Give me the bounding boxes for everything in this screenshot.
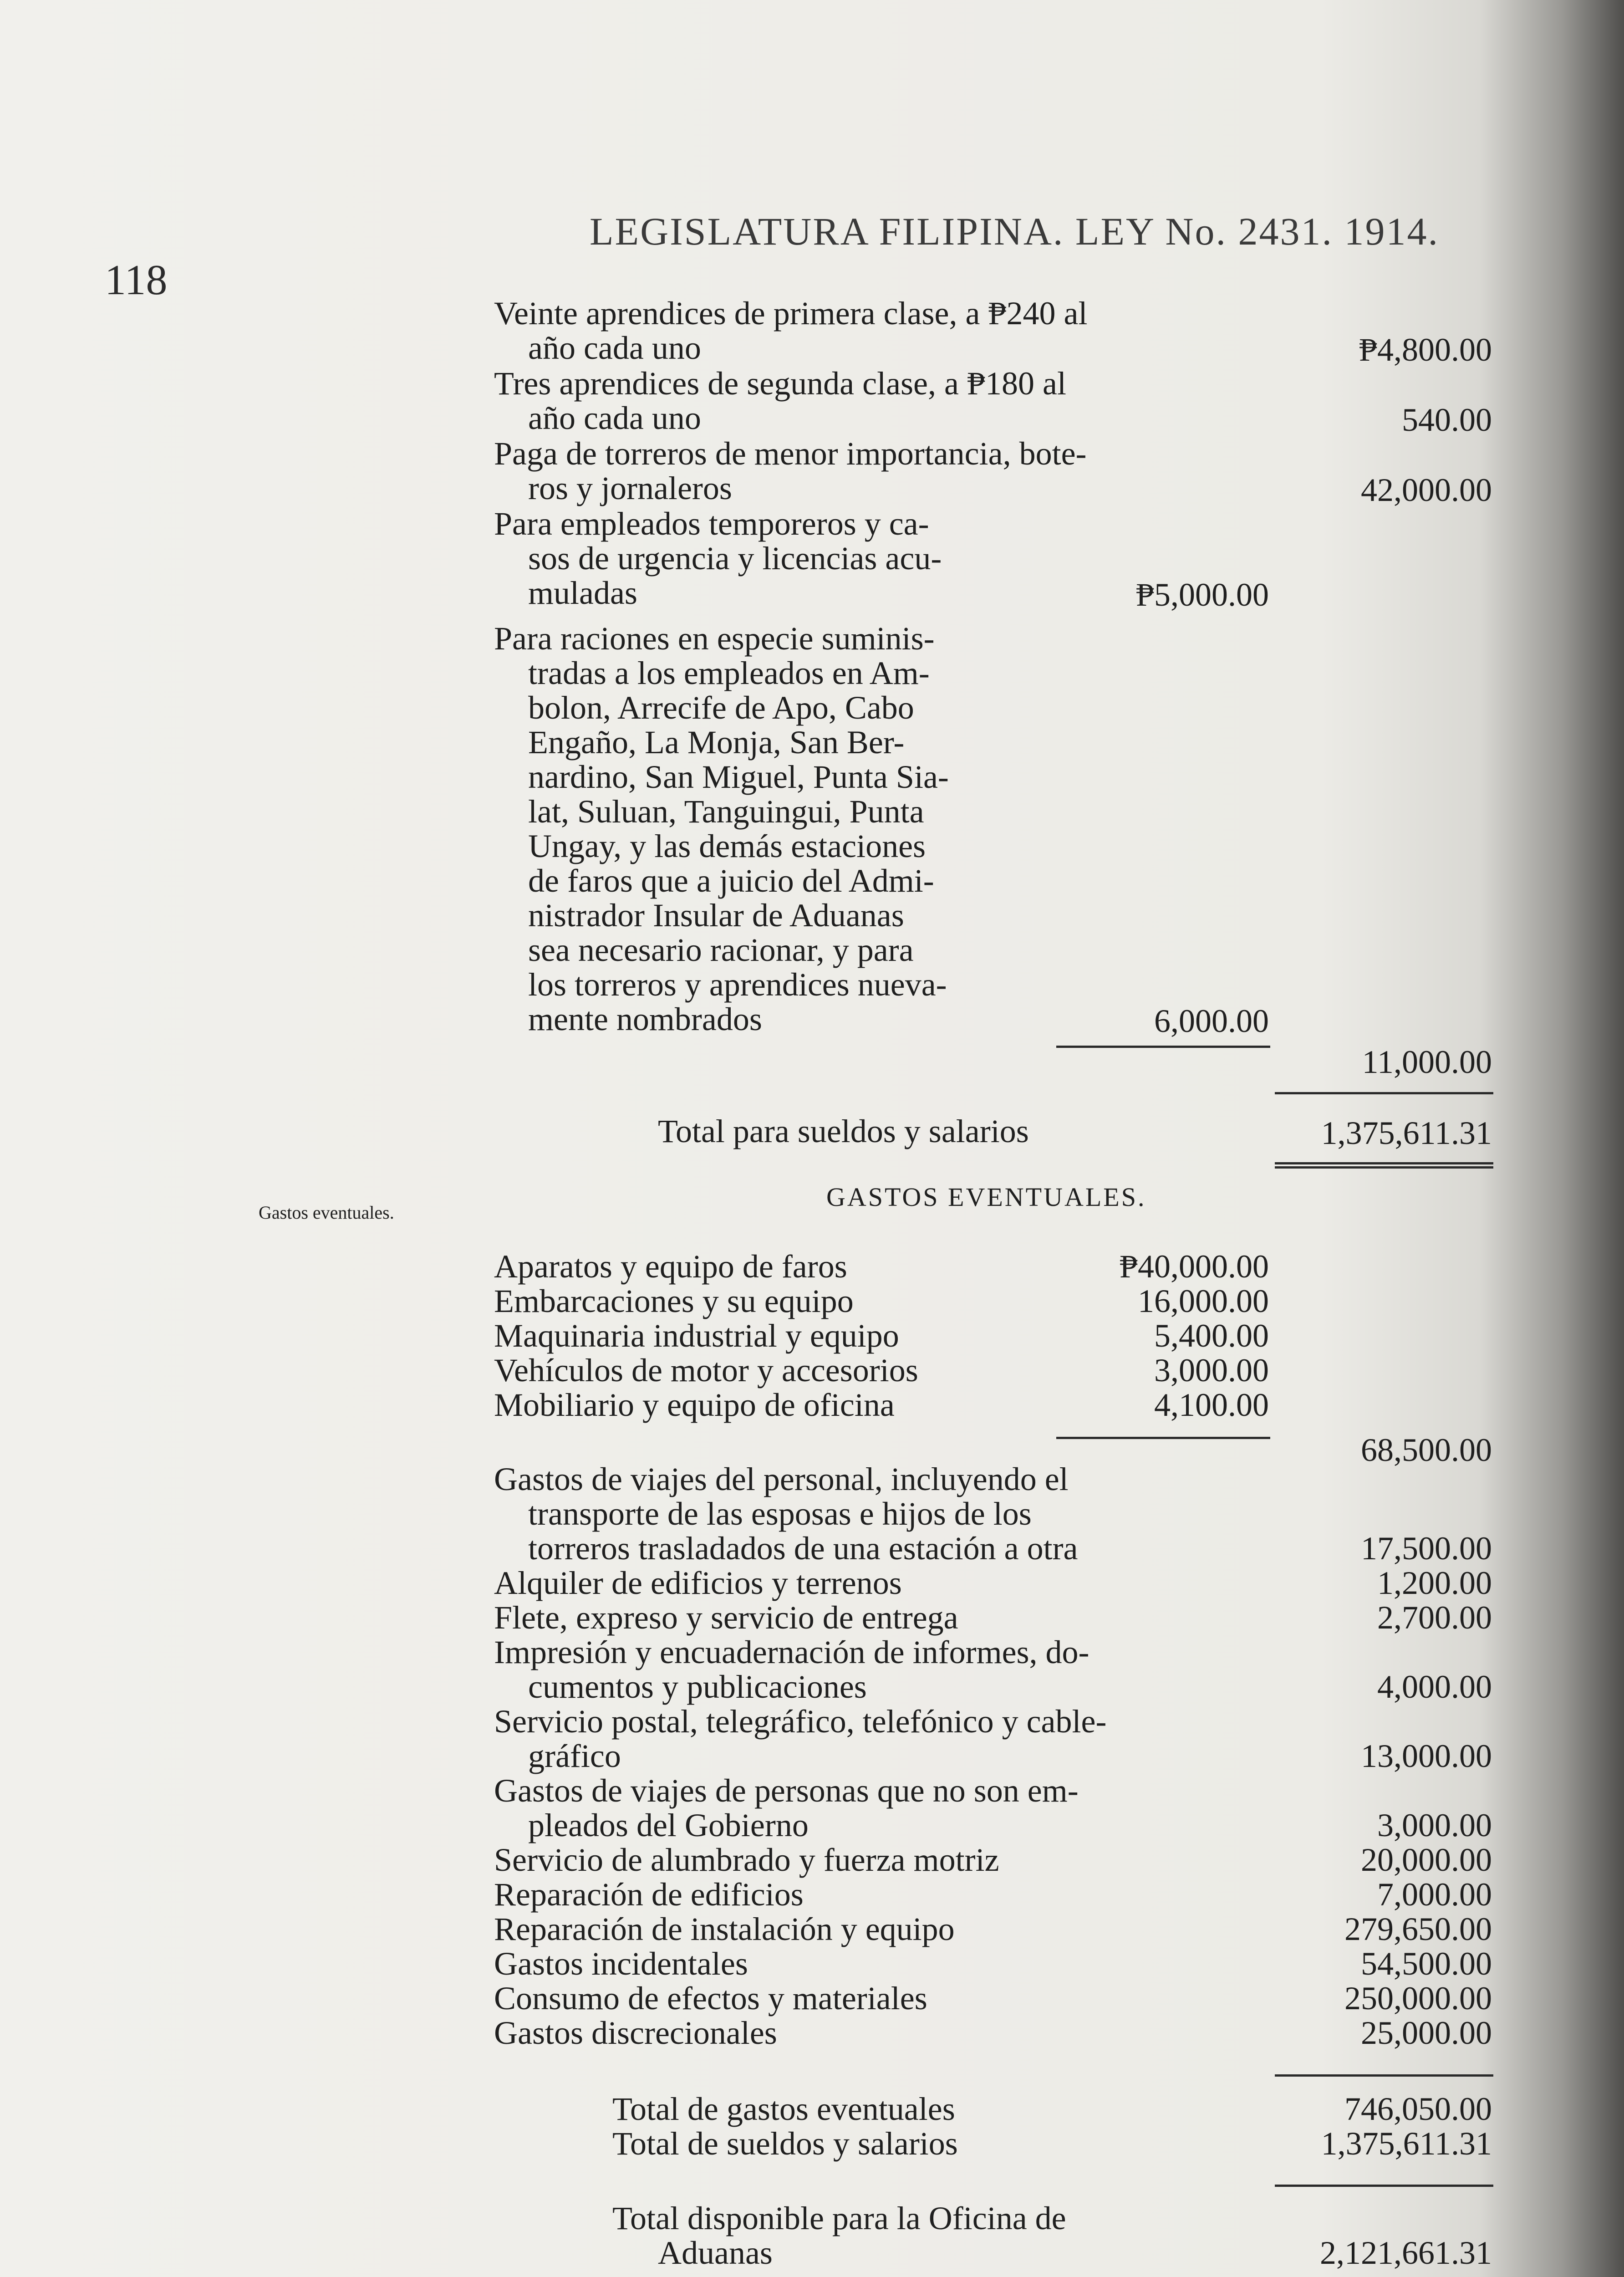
sum-rule	[1056, 1437, 1270, 1439]
equipment-line: Vehículos de motor y accesorios	[494, 1352, 918, 1389]
expense-line: Reparación de edificios	[494, 1876, 804, 1913]
raciones-amount: 6,000.00	[1154, 1003, 1269, 1039]
viajes-line: Gastos de viajes del personal, incluyendo el	[494, 1461, 1069, 1497]
expense-amount: 250,000.00	[1344, 1980, 1492, 2017]
running-head: LEGISLATURA FILIPINA. LEY No. 2431. 1914.	[590, 209, 1440, 253]
total-line: Total de gastos eventuales	[612, 2091, 955, 2127]
expense-amount: 3,000.00	[1377, 1807, 1492, 1843]
raciones-line: bolon, Arrecife de Apo, Cabo	[528, 689, 914, 726]
sum-rule	[1275, 1092, 1493, 1094]
sum-rule	[1275, 2185, 1493, 2187]
raciones-line: los torreros y aprendices nueva-	[528, 966, 947, 1003]
expense-line: Servicio postal, telegráfico, telefónico y cable-	[494, 1703, 1107, 1740]
item-line: año cada uno	[528, 400, 701, 436]
raciones-line: Ungay, y las demás estaciones	[528, 828, 926, 864]
equipment-amount: 4,100.00	[1154, 1387, 1269, 1423]
item-line: Veinte aprendices de primera clase, a ₱240 al	[494, 295, 1088, 332]
total-sueldos-label: Total para sueldos y salarios	[658, 1113, 1029, 1149]
expense-line: Gastos de viajes de personas que no son em-	[494, 1772, 1079, 1809]
expense-line: Servicio de alumbrado y fuerza motriz	[494, 1842, 999, 1878]
raciones-line: Para raciones en especie suminis-	[494, 620, 935, 657]
total-disponible-amount: 2,121,661.31	[1320, 2235, 1492, 2271]
expense-line: cumentos y publicaciones	[528, 1669, 867, 1705]
sum-rule	[1275, 2074, 1493, 2077]
item-amount: 42,000.00	[1361, 472, 1492, 508]
total-amount: 1,375,611.31	[1321, 2125, 1492, 2162]
expense-line: pleados del Gobierno	[528, 1807, 809, 1843]
raciones-line: nardino, San Miguel, Punta Sia-	[528, 759, 949, 795]
expense-line: Reparación de instalación y equipo	[494, 1911, 955, 1947]
expense-line: Alquiler de edificios y terrenos	[494, 1565, 902, 1601]
equipment-amount: ₱40,000.00	[1119, 1248, 1269, 1285]
item-line: año cada uno	[528, 330, 701, 366]
item-line: Tres aprendices de segunda clase, a ₱180 al	[494, 365, 1066, 402]
item-line: ros y jornaleros	[528, 470, 732, 506]
total-disponible-line: Aduanas	[658, 2235, 773, 2271]
double-rule	[1275, 1162, 1493, 1169]
viajes-amount: 17,500.00	[1361, 1530, 1492, 1567]
expense-amount: 54,500.00	[1361, 1945, 1492, 1982]
temporeros-amount: ₱5,000.00	[1135, 577, 1269, 613]
equipment-subtotal: 68,500.00	[1361, 1432, 1492, 1468]
raciones-line: tradas a los empleados en Am-	[528, 655, 930, 691]
equipment-line: Mobiliario y equipo de oficina	[494, 1387, 895, 1423]
total-line: Total de sueldos y salarios	[612, 2125, 958, 2162]
temporeros-line: Para empleados temporeros y ca-	[494, 505, 929, 542]
temporeros-line: muladas	[528, 575, 637, 611]
sum-rule	[1056, 1046, 1270, 1048]
expense-amount: 4,000.00	[1377, 1669, 1492, 1705]
page-number: 118	[105, 256, 168, 304]
equipment-line: Maquinaria industrial y equipo	[494, 1317, 899, 1354]
section-heading-eventuales: GASTOS EVENTUALES.	[826, 1182, 1146, 1212]
expense-amount: 1,200.00	[1377, 1565, 1492, 1601]
equipment-amount: 3,000.00	[1154, 1352, 1269, 1389]
viajes-line: torreros trasladados de una estación a otra	[528, 1530, 1078, 1567]
expense-line: Consumo de efectos y materiales	[494, 1980, 927, 2017]
margin-note-eventuales: Gastos eventuales.	[259, 1202, 394, 1223]
expense-amount: 2,700.00	[1377, 1599, 1492, 1636]
expense-line: Flete, expreso y servicio de entrega	[494, 1599, 958, 1636]
raciones-line: lat, Suluan, Tanguingui, Punta	[528, 793, 924, 830]
expense-line: gráfico	[528, 1738, 621, 1774]
expense-line: Gastos incidentales	[494, 1945, 748, 1982]
raciones-line: Engaño, La Monja, San Ber-	[528, 724, 905, 761]
item-amount: ₱4,800.00	[1359, 332, 1492, 368]
raciones-line: mente nombrados	[528, 1001, 762, 1037]
raciones-subtotal: 11,000.00	[1362, 1044, 1492, 1080]
expense-amount: 13,000.00	[1361, 1738, 1492, 1774]
total-sueldos-amount: 1,375,611.31	[1321, 1115, 1492, 1151]
viajes-line: transporte de las esposas e hijos de los	[528, 1496, 1032, 1532]
equipment-amount: 5,400.00	[1154, 1317, 1269, 1354]
item-amount: 540.00	[1402, 402, 1492, 438]
equipment-line: Embarcaciones y su equipo	[494, 1283, 854, 1319]
temporeros-line: sos de urgencia y licencias acu-	[528, 540, 942, 577]
expense-amount: 20,000.00	[1361, 1842, 1492, 1878]
expense-amount: 279,650.00	[1344, 1911, 1492, 1947]
equipment-line: Aparatos y equipo de faros	[494, 1248, 847, 1285]
expense-line: Impresión y encuadernación de informes, do-	[494, 1634, 1089, 1670]
expense-amount: 7,000.00	[1377, 1876, 1492, 1913]
total-disponible-line: Total disponible para la Oficina de	[612, 2200, 1066, 2236]
item-line: Paga de torreros de menor importancia, bote-	[494, 435, 1087, 472]
expense-line: Gastos discrecionales	[494, 2015, 777, 2051]
total-amount: 746,050.00	[1344, 2091, 1492, 2127]
equipment-amount: 16,000.00	[1138, 1283, 1269, 1319]
raciones-line: nistrador Insular de Aduanas	[528, 897, 904, 934]
expense-amount: 25,000.00	[1361, 2015, 1492, 2051]
raciones-line: de faros que a juicio del Admi-	[528, 863, 934, 899]
raciones-line: sea necesario racionar, y para	[528, 932, 914, 968]
